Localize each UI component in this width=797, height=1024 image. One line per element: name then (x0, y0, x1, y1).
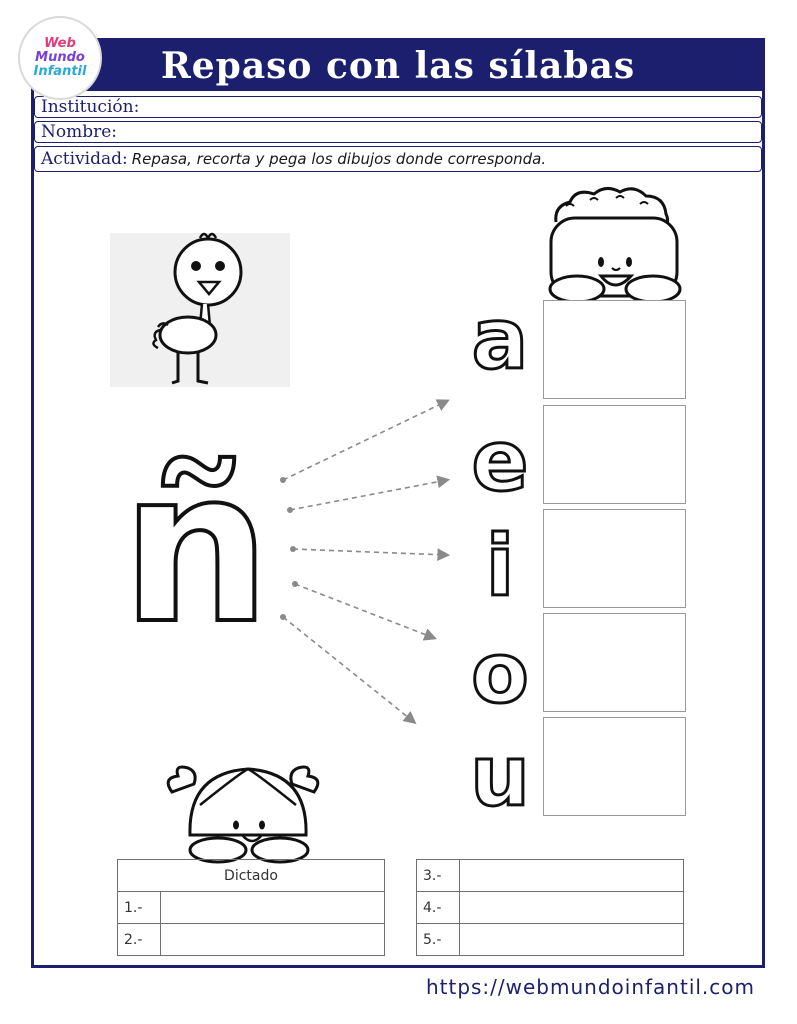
logo-line-3: Infantil (33, 64, 87, 79)
dictation-row-label: 3.- (417, 860, 460, 892)
vowel-a: a (471, 290, 529, 388)
vowel-o: o (471, 624, 529, 722)
dictation-answer-cell[interactable] (460, 924, 684, 956)
activity-instructions: Repasa, recorta y pega los dibujos donde corresponda. (131, 150, 547, 168)
dictation-answer-cell[interactable] (161, 892, 385, 924)
dictation-header: Dictado (118, 860, 385, 892)
table-row (417, 860, 684, 892)
consonant-letter: ñ (121, 425, 271, 670)
paste-box-e[interactable] (543, 405, 686, 504)
paste-box-a[interactable] (543, 300, 686, 399)
activity-label: Actividad: (41, 149, 128, 169)
vowel-u: u (470, 727, 530, 825)
logo-line-1: Web (44, 36, 76, 51)
page-title: Repaso con las sílabas (160, 45, 636, 87)
dictation-row-label: 2.- (118, 924, 161, 956)
girl-peeking-character (168, 767, 318, 862)
boy-peeking-character (550, 188, 680, 302)
dictation-row-label: 5.- (417, 924, 460, 956)
dictation-row-label: 1.- (118, 892, 161, 924)
footer-url[interactable]: https://webmundoinfantil.com (425, 975, 755, 999)
vowel-e: e (471, 412, 529, 510)
table-row (118, 924, 385, 956)
paste-box-u[interactable] (543, 717, 686, 816)
ostrich-picture (110, 233, 290, 387)
vowel-i: i (485, 517, 515, 615)
institution-label: Institución: (41, 97, 140, 117)
dictation-answer-cell[interactable] (460, 892, 684, 924)
table-row (417, 892, 684, 924)
name-label: Nombre: (41, 122, 118, 142)
dictation-answer-cell[interactable] (460, 860, 684, 892)
logo-line-2: Mundo (35, 50, 85, 65)
connector-arrows (280, 401, 447, 722)
dictation-row-label: 4.- (417, 892, 460, 924)
paste-box-i[interactable] (543, 509, 686, 608)
dictation-table-left (117, 859, 385, 956)
table-row (118, 892, 385, 924)
brand-logo (18, 16, 102, 100)
vowel-letters (470, 290, 530, 825)
table-row (417, 924, 684, 956)
dictation-table-right (416, 859, 684, 956)
paste-box-o[interactable] (543, 613, 686, 712)
dictation-answer-cell[interactable] (161, 924, 385, 956)
